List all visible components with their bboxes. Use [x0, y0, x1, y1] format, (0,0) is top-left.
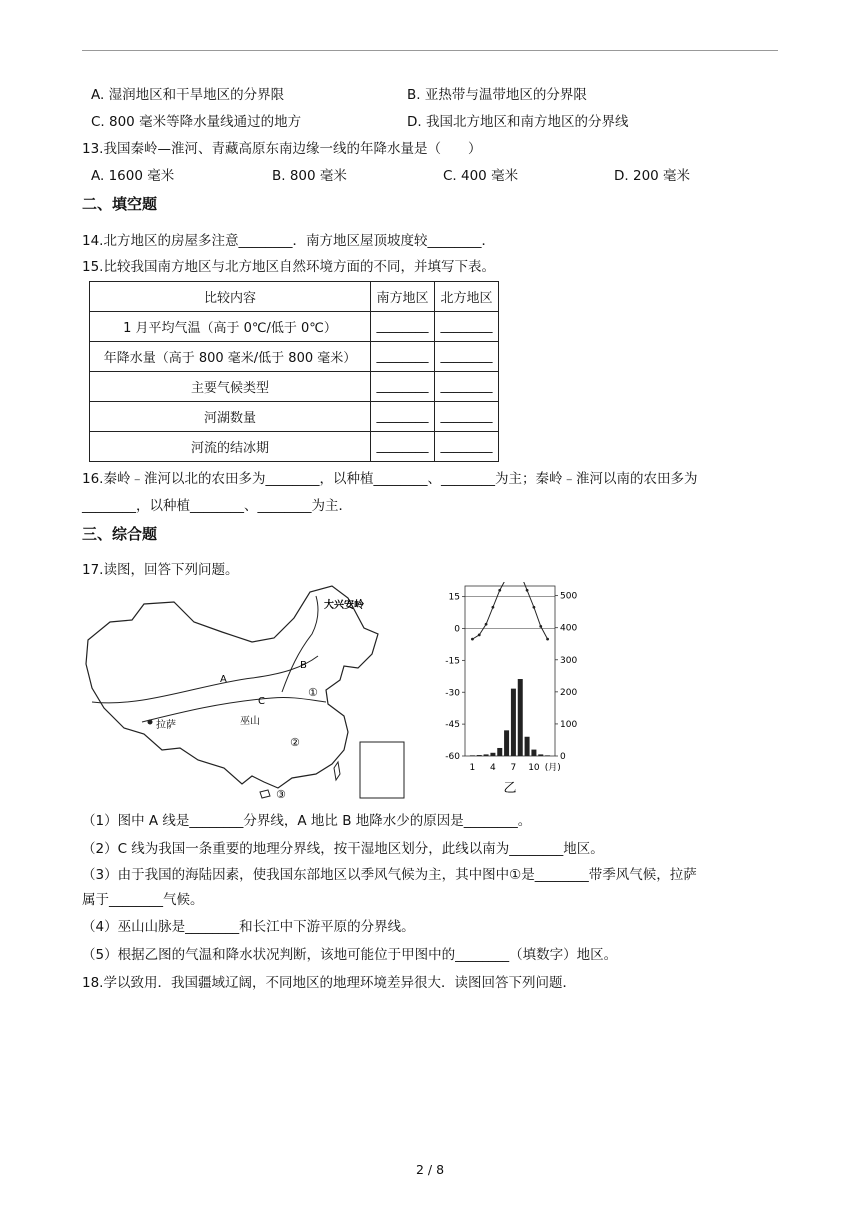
table-blank-cell: ________	[435, 312, 499, 342]
x-tick-label: 10	[528, 763, 540, 773]
hainan-island	[260, 790, 270, 798]
precipitation-bar	[531, 750, 536, 756]
header-rule	[82, 50, 778, 51]
x-axis-unit: (月)	[544, 763, 561, 773]
map-label-a: A	[220, 674, 227, 685]
precipitation-bar	[497, 748, 502, 756]
precipitation-bar	[525, 737, 530, 756]
q12-option-c: C. 800 毫米等降水量线通过的地方	[91, 114, 302, 130]
map-label-c: C	[258, 696, 265, 707]
table-header-cell: 比较内容	[90, 282, 371, 312]
precipitation-bar	[545, 755, 550, 756]
q17-stem: 17.读图，回答下列问题。	[82, 562, 239, 578]
lhasa-marker	[148, 720, 153, 725]
table-row	[90, 342, 499, 372]
right-tick-label: 300	[560, 655, 578, 666]
temperature-point	[498, 589, 501, 592]
china-map	[82, 582, 408, 800]
section-comprehensive-title: 三、综合题	[82, 525, 158, 543]
table-blank-cell: ________	[371, 432, 435, 462]
q16-line-1: 16.秦岭﹣淮河以北的农田多为________，以种植________、________为主；秦岭﹣淮河以南的农田多为	[82, 471, 698, 487]
table-header-row	[90, 282, 499, 312]
map-marker-1: ①	[308, 686, 318, 699]
precipitation-bar	[477, 755, 482, 756]
precipitation-bar	[538, 754, 543, 756]
q12-option-a: A. 湿润地区和干旱地区的分界限	[91, 87, 285, 103]
table-blank-cell: ________	[435, 372, 499, 402]
china-outline	[86, 586, 378, 788]
x-tick-label: 7	[510, 763, 517, 773]
q14-text: 14.北方地区的房屋多注意________．南方地区屋顶坡度较________．	[82, 233, 495, 249]
table-cell: 河流的结冰期	[90, 432, 371, 462]
right-axis-ticks	[555, 592, 577, 762]
table-header-cell: 北方地区	[435, 282, 499, 312]
temperature-point	[546, 638, 549, 641]
map-label-daxinganling: 大兴安岭	[324, 600, 364, 611]
left-tick-label: -15	[445, 656, 460, 667]
table-blank-cell: ________	[371, 372, 435, 402]
table-blank-cell: ________	[371, 342, 435, 372]
q13-option-a: A. 1600 毫米	[91, 168, 175, 184]
q17-part-3b: 属于________气候。	[82, 892, 204, 908]
left-tick-label: 15	[448, 592, 460, 603]
precipitation-bars	[470, 679, 550, 756]
map-marker-3: ③	[276, 788, 286, 800]
temperature-point	[485, 623, 488, 626]
x-tick-label: 4	[490, 763, 496, 773]
table-blank-cell: ________	[435, 342, 499, 372]
temperature-point	[539, 625, 542, 628]
table-cell: 主要气候类型	[90, 372, 371, 402]
chart-frame	[465, 586, 555, 756]
precipitation-bar	[511, 689, 516, 756]
right-tick-label: 500	[560, 591, 578, 602]
temperature-point	[478, 633, 481, 636]
climate-chart	[435, 582, 585, 800]
temperature-point	[492, 606, 495, 609]
right-tick-label: 400	[560, 623, 578, 634]
q17-part-2: （2）C 线为我国一条重要的地理分界线，按干湿地区划分，此线以南为________地区。	[82, 841, 604, 857]
boundary-line-c	[142, 697, 326, 722]
temperature-series-line	[472, 582, 547, 639]
temperature-point	[471, 638, 474, 641]
table-row	[90, 372, 499, 402]
table-cell: 河湖数量	[90, 402, 371, 432]
table-row	[90, 432, 499, 462]
table-row	[90, 312, 499, 342]
left-tick-label: -45	[445, 720, 460, 731]
q17-part-1: （1）图中 A 线是________分界线，A 地比 B 地降水少的原因是________。	[82, 813, 532, 829]
chart-title: 乙	[503, 781, 517, 796]
boundary-line-b	[282, 596, 318, 692]
map-label-wushan: 巫山	[240, 716, 260, 727]
south-china-sea-inset	[360, 742, 404, 798]
precipitation-bar	[470, 755, 475, 756]
table-blank-cell: ________	[371, 312, 435, 342]
map-label-b: B	[300, 660, 307, 671]
q17-part-4: （4）巫山山脉是________和长江中下游平原的分界线。	[82, 919, 415, 935]
q15-text: 15.比较我国南方地区与北方地区自然环境方面的不同，并填写下表。	[82, 259, 495, 275]
q12-option-d: D. 我国北方地区和南方地区的分界线	[407, 114, 629, 130]
left-tick-label: 0	[454, 624, 460, 635]
table-cell: 年降水量（高于 800 毫米/低于 800 毫米）	[90, 342, 371, 372]
map-marker-2: ②	[290, 736, 300, 749]
q13-option-b: B. 800 毫米	[272, 168, 347, 184]
x-axis-ticks	[470, 763, 540, 773]
right-tick-label: 100	[560, 719, 578, 730]
q12-option-b: B. 亚热带与温带地区的分界限	[407, 87, 587, 103]
taiwan-island	[334, 762, 340, 780]
map-label-lasa: 拉萨	[156, 720, 176, 731]
q17-part-5: （5）根据乙图的气温和降水状况判断，该地可能位于甲图中的________（填数字）地区。	[82, 947, 618, 963]
precipitation-bar	[504, 730, 509, 756]
q13-option-d: D. 200 毫米	[614, 168, 691, 184]
q17-part-3a: （3）由于我国的海陆因素，使我国东部地区以季风气候为主，其中图中①是________带季风气候，拉萨	[82, 867, 697, 883]
temperature-line	[471, 582, 549, 641]
q18-text: 18.学以致用．我国疆域辽阔，不同地区的地理环境差异很大．读图回答下列问题．	[82, 975, 576, 991]
right-tick-label: 0	[560, 752, 566, 762]
temperature-point	[533, 606, 536, 609]
precipitation-bar	[518, 679, 523, 756]
page-number: 2 / 8	[415, 1162, 445, 1177]
table-blank-cell: ________	[435, 432, 499, 462]
table-blank-cell: ________	[435, 402, 499, 432]
temperature-point	[526, 589, 529, 592]
left-axis-ticks	[445, 593, 555, 762]
q13-option-c: C. 400 毫米	[443, 168, 519, 184]
table-blank-cell: ________	[371, 402, 435, 432]
x-tick-label: 1	[469, 763, 476, 773]
boundary-line-a	[92, 656, 318, 703]
left-tick-label: -30	[445, 688, 460, 699]
table-header-cell: 南方地区	[371, 282, 435, 312]
precipitation-bar	[490, 753, 495, 756]
table-cell: 1 月平均气温（高于 0℃/低于 0℃）	[90, 312, 371, 342]
q13-stem: 13.我国秦岭—淮河、青藏高原东南边缘一线的年降水量是（ ）	[82, 141, 482, 157]
table-row	[90, 402, 499, 432]
left-tick-label: -60	[445, 752, 460, 762]
q16-line-2: ________，以种植________、________为主．	[82, 498, 352, 514]
precipitation-bar	[484, 754, 489, 756]
comparison-table	[89, 281, 499, 462]
section-fill-blank-title: 二、填空题	[82, 195, 158, 213]
right-tick-label: 200	[560, 687, 578, 698]
